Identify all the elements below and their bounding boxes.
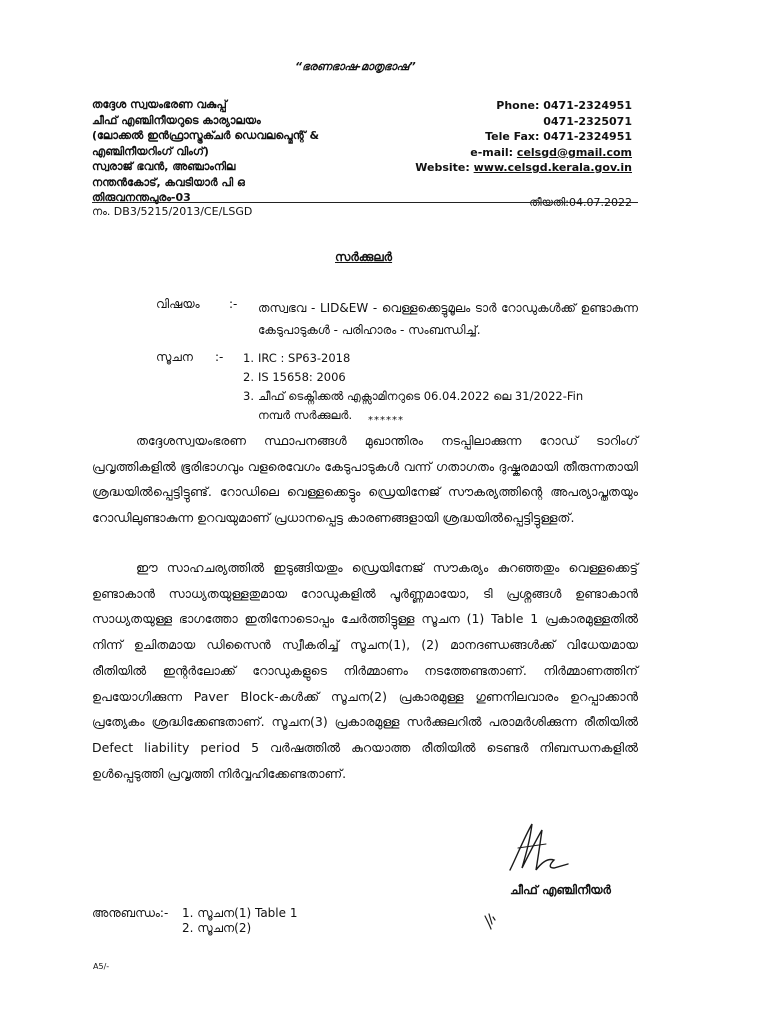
phone-line: Phone: 0471-2324951 — [496, 99, 632, 112]
address-line: തിരുവനന്തപുരം-03 — [92, 191, 191, 204]
enclosure-item: 1. സൂചന(1) Table 1 — [182, 906, 298, 920]
address-line: എഞ്ചിനീയറിംഗ് വിംഗ്) — [92, 144, 209, 158]
enclosure-item: 2. സൂചന(2) — [182, 921, 252, 935]
reference-item — [243, 368, 583, 387]
references-list — [243, 349, 583, 425]
website-link[interactable]: www.celsgd.kerala.gov.in — [473, 161, 632, 174]
initial-mark — [483, 912, 497, 930]
address-line: (ലോക്കൽ ഇൻഫ്രാസ്ട്രക്ചർ ഡെവലപ്മെന്റ് & — [92, 129, 320, 142]
footer-mark: A5/- — [93, 962, 110, 971]
enclosures-list — [182, 906, 297, 936]
reference-item — [243, 349, 583, 368]
phone-line-2: 0471-2325071 — [543, 114, 632, 128]
email-label: e-mail: — [470, 145, 517, 159]
email-line — [415, 145, 632, 161]
subject-separator: :- — [229, 297, 238, 311]
reference-text: ചീഫ് ടെക്നിക്കൽ എക്സാമിനറുടെ 06.04.2022 ലെ 31/2022-Fin — [258, 389, 584, 403]
website-line — [415, 160, 632, 176]
email-link[interactable]: celsgd@gmail.com — [516, 145, 632, 159]
body-paragraph-1: തദ്ദേശസ്വയംഭരണ സ്ഥാപനങ്ങൾ മുഖാന്തിരം നടപ്പിലാക്കുന്ന റോഡ് ടാറിംഗ് പ്രവൃത്തികളിൽ ഭൂരിഭാഗവും വളരെവേഗം കേടുപാടുകൾ വന്ന് ഗതാഗതം ദുഷ്കരമായി തീരുന്നതായി ശ്രദ്ധയിൽപ്പെട്ടിട്ടുണ്ട്. റോഡിലെ വെള്ളക്കെട്ടും ഡ്രെയിനേജ് സൗകര്യത്തിന്റെ അപര്യാപ്തതയും റോഡിലുണ്ടാകുന്ന ഉറവയുമാണ് പ്രധാനപ്പെട്ട കാരണങ്ങളായി ശ്രദ്ധയിൽപ്പെട്ടിട്ടുള്ളത്. — [92, 433, 638, 526]
subject-text: തസ്വഭവ - LID&EW - വെള്ളക്കെട്ടുമൂലം ടാർ റോഡുകൾക്ക് ഉണ്ടാകുന്ന കേടുപാടുകൾ - പരിഹാരം - സംബന്ധിച്ച്. — [258, 301, 638, 337]
signatory-title: ചീഫ് എഞ്ചിനീയർ — [510, 883, 611, 897]
reference-number: നം. DB3/5215/2013/CE/LSGD — [92, 205, 253, 218]
address-line: നന്തൻകോട്, കവടിയാർ പി ഒ — [92, 175, 245, 189]
address-line: സ്വരാജ് ഭവൻ, അഞ്ചാംനില — [92, 160, 236, 173]
motto: “ഭരണഭാഷ-മാതൃഭാഷ” — [295, 60, 416, 73]
contact-block — [415, 98, 632, 176]
fax-line: Tele Fax: 0471-2324951 — [485, 130, 632, 143]
enclosures-label: അനുബന്ധം:- — [92, 906, 169, 920]
date: തീയതി:04.07.2022 — [529, 196, 632, 209]
section-divider: ****** — [368, 415, 404, 426]
signature — [502, 818, 572, 878]
website-label: Website: — [415, 161, 474, 174]
reference-text: IS 15658: 2006 — [258, 370, 346, 384]
subject-label: വിഷയം — [156, 297, 200, 311]
document-type-heading: സർക്കുലർ — [335, 250, 393, 264]
reference-number-label: 1. — [243, 351, 254, 365]
address-line: തദ്ദേശ സ്വയംഭരണ വകുപ്പ് — [92, 98, 227, 111]
references-label: സൂചന — [156, 350, 193, 364]
reference-item — [243, 387, 583, 406]
reference-item-continuation: നമ്പർ സർക്കുലർ. — [258, 408, 353, 422]
reference-text: IRC : SP63-2018 — [258, 351, 351, 365]
reference-number-label: 3. — [243, 389, 254, 403]
references-separator: :- — [215, 350, 224, 364]
reference-number-label: 2. — [243, 370, 254, 384]
body-paragraph-2: ഈ സാഹചര്യത്തിൽ ഇടുങ്ങിയതും ഡ്രെയിനേജ് സൗകര്യം കുറഞ്ഞതും വെള്ളക്കെട്ട് ഉണ്ടാകാൻ സാധ്യതയുള്ളതുമായ റോഡുകളിൽ പൂർണ്ണമായോ, ടി പ്രശ്നങ്ങൾ ഉണ്ടാകാൻ സാധ്യതയുള്ള ഭാഗത്തോ ഇതിനോടൊപ്പം ചേർത്തിട്ടുള്ള സൂചന (1) Table 1 പ്രകാരമുള്ളതിൽ നിന്ന് ഉചിതമായ ഡിസൈൻ സ്വീകരിച്ച് സൂചന(1), (2) മാനദണ്ഡങ്ങൾക്ക് വിധേയമായ രീതിയിൽ ഇന്റർലോക്ക് റോഡുകളുടെ നിർമ്മാണം നടത്തേണ്ടതാണ്. നിർമ്മാണത്തിന് ഉപയോഗിക്കുന്ന Paver Block-കൾക്ക് സൂചന(2) പ്രകാരമുള്ള ഗുണനിലവാരം ഉറപ്പാക്കാൻ പ്രത്യേകം ശ്രദ്ധിക്കേണ്ടതാണ്. സൂചന(3) പ്രകാരമുള്ള സർക്കുലറിൽ പരാമർശിക്കുന്ന രീതിയിൽ Defect liability period 5 വർഷത്തിൽ കുറയാത്ത രീതിയിൽ ടെണ്ടർ നിബന്ധനകളിൽ ഉൾപ്പെടുത്തി പ്രവൃത്തി നിർവ്വഹിക്കേണ്ടതാണ്. — [92, 560, 638, 781]
department-address — [92, 97, 319, 206]
address-line: ചീഫ് എഞ്ചിനീയറുടെ കാര്യാലയം — [92, 113, 261, 127]
